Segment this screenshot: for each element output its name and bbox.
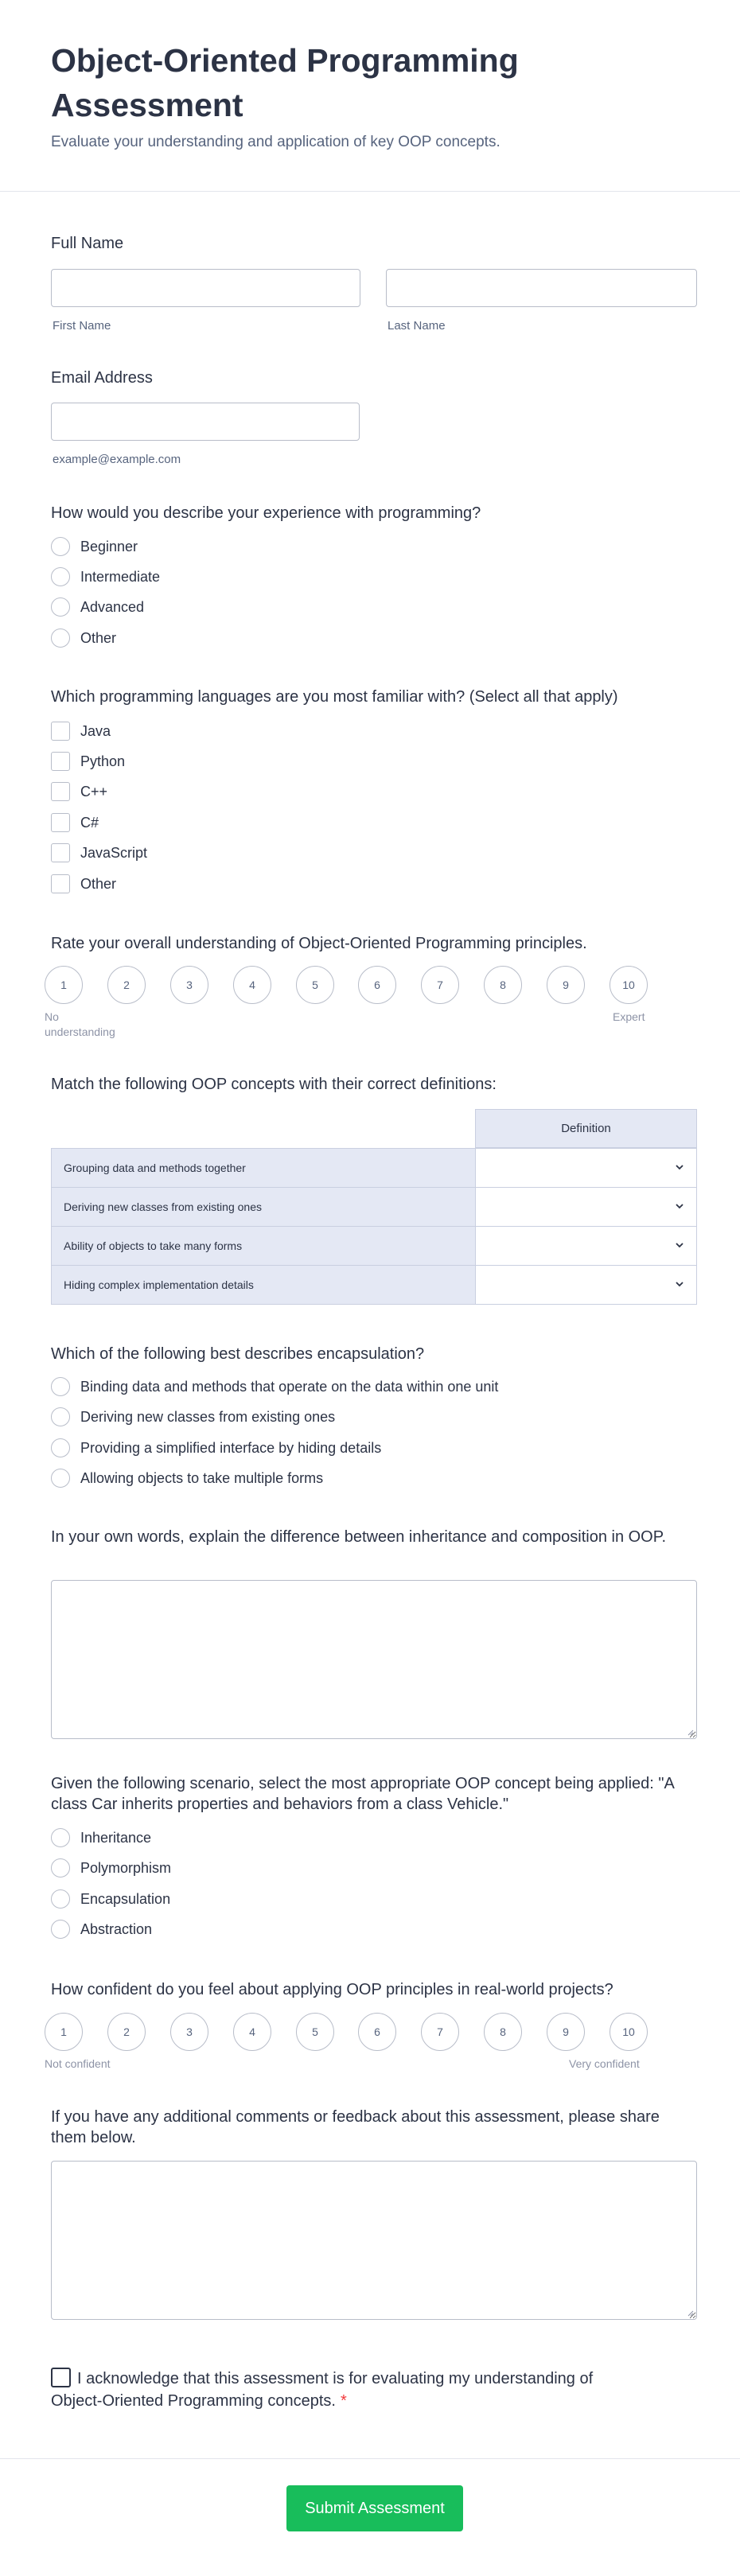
acknowledge-field[interactable] xyxy=(51,2368,624,2412)
page-title: Object-Oriented Programming Assessment xyxy=(51,42,519,123)
matrix-row-label: Grouping data and methods together xyxy=(52,1149,476,1187)
checkbox[interactable] xyxy=(51,843,70,862)
checkbox-option-cpp[interactable]: C++ xyxy=(51,780,107,803)
confidence-scale-option[interactable]: 3 xyxy=(170,2013,208,2051)
radio-circle[interactable] xyxy=(51,537,70,556)
radio-option-encap-4[interactable]: Allowing objects to take multiple forms xyxy=(51,1467,323,1489)
resize-grip-icon[interactable] xyxy=(686,2309,694,2317)
first-name-input[interactable] xyxy=(51,269,360,307)
understanding-scale-option[interactable]: 2 xyxy=(107,966,146,1004)
matrix-label: Match the following OOP concepts with their correct definitions: xyxy=(51,1076,497,1093)
radio-circle[interactable] xyxy=(51,1438,70,1457)
matrix-row-label: Deriving new classes from existing ones xyxy=(52,1188,476,1226)
radio-option-other[interactable]: Other xyxy=(51,627,116,649)
page-subtitle: Evaluate your understanding and application of key OOP concepts. xyxy=(51,134,500,150)
email-sublabel: example@example.com xyxy=(53,453,181,466)
matrix-row xyxy=(51,1265,697,1305)
radio-option-encap-2[interactable]: Deriving new classes from existing ones xyxy=(51,1406,335,1428)
understanding-scale-option[interactable]: 10 xyxy=(610,966,648,1004)
checkbox-option-other[interactable]: Other xyxy=(51,873,116,895)
radio-circle[interactable] xyxy=(51,1828,70,1847)
checkbox-option-python[interactable]: Python xyxy=(51,750,125,772)
radio-circle[interactable] xyxy=(51,1377,70,1396)
resize-grip-icon[interactable] xyxy=(686,1728,694,1736)
radio-circle[interactable] xyxy=(51,1858,70,1878)
comments-textarea[interactable] xyxy=(51,2161,697,2320)
required-asterisk: * xyxy=(340,2392,347,2410)
radio-option-abstraction[interactable]: Abstraction xyxy=(51,1918,152,1940)
matrix-row-label: Ability of objects to take many forms xyxy=(52,1227,476,1265)
scale-low-label: Not confident xyxy=(45,2057,111,2070)
understanding-scale-option[interactable]: 8 xyxy=(484,966,522,1004)
email-label: Email Address xyxy=(51,369,153,387)
radio-circle[interactable] xyxy=(51,597,70,617)
understanding-label: Rate your overall understanding of Object-Oriented Programming principles. xyxy=(51,935,587,952)
understanding-scale-option[interactable]: 1 xyxy=(45,966,83,1004)
radio-circle[interactable] xyxy=(51,1889,70,1909)
understanding-scale-option[interactable]: 9 xyxy=(547,966,585,1004)
understanding-scale-option[interactable]: 4 xyxy=(233,966,271,1004)
radio-option-beginner[interactable]: Beginner xyxy=(51,535,138,558)
first-name-sublabel: First Name xyxy=(53,319,111,333)
checkbox-option-java[interactable]: Java xyxy=(51,720,111,742)
confidence-scale-option[interactable]: 5 xyxy=(296,2013,334,2051)
explain-textarea[interactable] xyxy=(51,1580,697,1739)
submit-button[interactable]: Submit Assessment xyxy=(286,2485,463,2531)
confidence-scale-option[interactable]: 7 xyxy=(421,2013,459,2051)
languages-label: Which programming languages are you most familiar with? (Select all that apply) xyxy=(51,688,618,706)
confidence-scale-option[interactable]: 4 xyxy=(233,2013,271,2051)
radio-option-inheritance[interactable]: Inheritance xyxy=(51,1827,151,1849)
acknowledge-checkbox[interactable] xyxy=(51,2368,71,2387)
scale-high-label: Expert xyxy=(613,1010,645,1023)
radio-option-encap-3[interactable]: Providing a simplified interface by hiding details xyxy=(51,1437,381,1459)
radio-option-polymorphism[interactable]: Polymorphism xyxy=(51,1857,171,1879)
definition-dropdown[interactable] xyxy=(476,1266,696,1304)
checkbox[interactable] xyxy=(51,752,70,771)
checkbox-option-javascript[interactable]: JavaScript xyxy=(51,842,147,864)
matrix-column-header: Definition xyxy=(475,1109,697,1148)
checkbox[interactable] xyxy=(51,782,70,801)
matching-matrix xyxy=(51,1109,697,1308)
checkbox[interactable] xyxy=(51,874,70,893)
email-input[interactable] xyxy=(51,403,360,441)
scale-high-label: Very confident xyxy=(569,2057,640,2070)
confidence-scale-option[interactable]: 8 xyxy=(484,2013,522,2051)
confidence-label: How confident do you feel about applying OOP principles in real-world projects? xyxy=(51,1981,613,1998)
confidence-scale-option[interactable]: 9 xyxy=(547,2013,585,2051)
full-name-label: Full Name xyxy=(51,235,124,252)
chevron-down-icon xyxy=(674,1239,685,1251)
radio-option-advanced[interactable]: Advanced xyxy=(51,596,144,618)
radio-option-intermediate[interactable]: Intermediate xyxy=(51,566,160,588)
understanding-scale-option[interactable]: 6 xyxy=(358,966,396,1004)
chevron-down-icon xyxy=(674,1162,685,1173)
form-header xyxy=(0,0,740,192)
radio-option-encapsulation[interactable]: Encapsulation xyxy=(51,1888,170,1910)
last-name-input[interactable] xyxy=(386,269,697,307)
confidence-scale-option[interactable]: 2 xyxy=(107,2013,146,2051)
scenario-label: Given the following scenario, select the most appropriate OOP concept being applied: "A class Car inherits properties and behaviors from a class Vehicle." xyxy=(51,1775,674,1813)
radio-circle[interactable] xyxy=(51,628,70,648)
definition-dropdown[interactable] xyxy=(476,1149,696,1187)
explain-label: In your own words, explain the difference between inheritance and composition in OOP. xyxy=(51,1528,667,1546)
understanding-scale-option[interactable]: 5 xyxy=(296,966,334,1004)
matrix-row xyxy=(51,1148,697,1188)
radio-circle[interactable] xyxy=(51,567,70,586)
confidence-scale-option[interactable]: 10 xyxy=(610,2013,648,2051)
radio-circle[interactable] xyxy=(51,1407,70,1426)
matrix-row-label: Hiding complex implementation details xyxy=(52,1266,476,1304)
definition-dropdown[interactable] xyxy=(476,1227,696,1265)
footer-divider xyxy=(0,2458,740,2459)
chevron-down-icon xyxy=(674,1200,685,1212)
confidence-scale-option[interactable]: 1 xyxy=(45,2013,83,2051)
comments-label: If you have any additional comments or feedback about this assessment, please share them below. xyxy=(51,2108,660,2146)
encapsulation-label: Which of the following best describes encapsulation? xyxy=(51,1345,425,1363)
checkbox[interactable] xyxy=(51,722,70,741)
scale-low-label: No understanding xyxy=(45,1010,115,1038)
checkbox-option-csharp[interactable]: C# xyxy=(51,811,99,834)
checkbox[interactable] xyxy=(51,813,70,832)
radio-circle[interactable] xyxy=(51,1469,70,1488)
radio-circle[interactable] xyxy=(51,1920,70,1939)
acknowledge-label: I acknowledge that this assessment is for evaluating my understanding of Object-Oriented Programming concepts. xyxy=(51,2370,594,2410)
matrix-row xyxy=(51,1226,697,1266)
definition-dropdown[interactable] xyxy=(476,1188,696,1226)
confidence-scale-option[interactable]: 6 xyxy=(358,2013,396,2051)
radio-option-encap-1[interactable]: Binding data and methods that operate on the data within one unit xyxy=(51,1376,498,1398)
understanding-scale-option[interactable]: 3 xyxy=(170,966,208,1004)
experience-label: How would you describe your experience with programming? xyxy=(51,504,481,522)
matrix-row xyxy=(51,1187,697,1227)
chevron-down-icon xyxy=(674,1278,685,1290)
last-name-sublabel: Last Name xyxy=(388,319,446,333)
understanding-scale-option[interactable]: 7 xyxy=(421,966,459,1004)
